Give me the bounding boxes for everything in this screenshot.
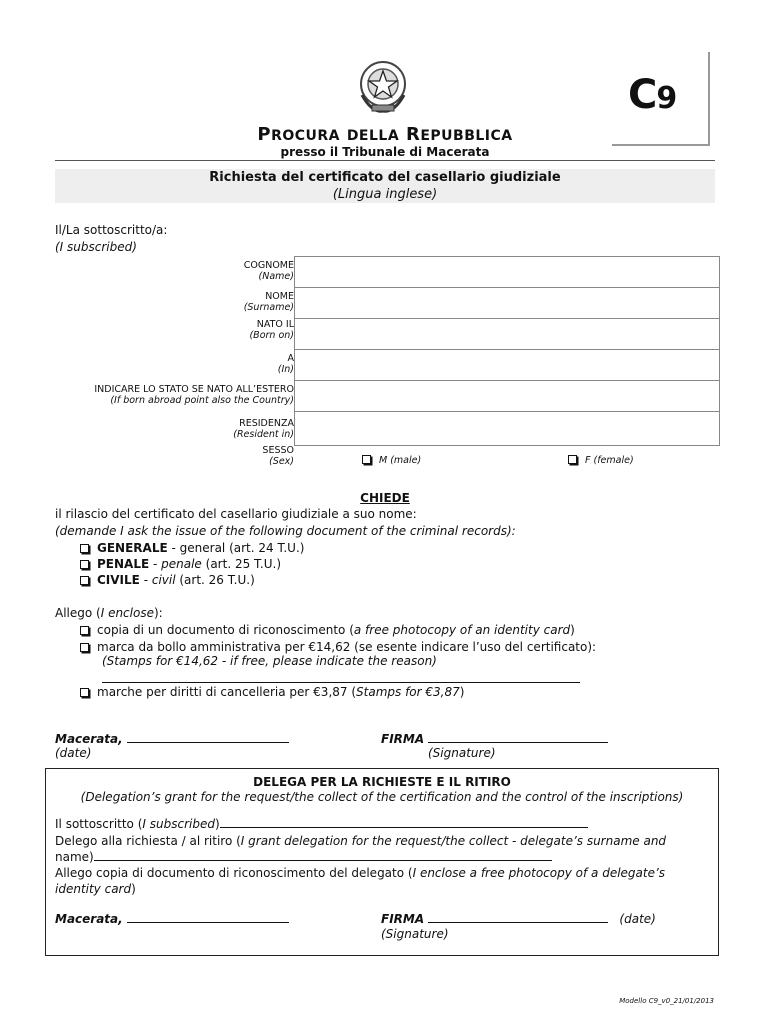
procura-title: PROCURA DELLA REPUBBLICA	[257, 124, 513, 145]
field-label-nome: NOME (Surname)	[243, 291, 294, 313]
chiede-line: il rilascio del certificato del casellario giudiziale a suo nome:	[55, 507, 417, 521]
italian-emblem-icon	[352, 55, 414, 117]
delega-subscribed: Il sottoscritto (I subscribed)	[55, 817, 588, 831]
allego-item-stamp-en: (Stamps for €14,62 - if free, please indicate the reason)	[102, 654, 437, 668]
sex-male-option[interactable]: M (male)	[362, 455, 421, 466]
allego-item-stamp[interactable]: marca da bollo amministrativa per €14,62 (se esente indicare l’uso del certificato):	[80, 640, 596, 654]
subscriber-label-en: (I subscribed)	[55, 240, 137, 254]
firma-line[interactable]	[428, 742, 608, 743]
tribunale-subtitle: presso il Tribunale di Macerata	[280, 145, 490, 159]
date-caption: (date)	[55, 746, 92, 760]
request-title: Richiesta del certificato del casellario giudiziale	[209, 170, 561, 185]
checkbox-fees[interactable]	[80, 688, 89, 697]
checkbox-penale[interactable]	[80, 560, 89, 569]
delega-title: DELEGA PER LA RICHIESTE E IL RITIRO	[253, 775, 511, 789]
delega-firma: FIRMA (date)	[381, 912, 656, 926]
nome-field[interactable]	[295, 288, 719, 319]
delega-subscribed-line[interactable]	[220, 827, 588, 828]
delega-enclose: Allego copia di documento di riconoscimento del delegato (I enclose a free photocopy of a delegate’s	[55, 866, 666, 880]
cognome-field[interactable]	[295, 257, 719, 288]
chiede-heading: CHIEDE	[360, 491, 410, 505]
delega-place-date: Macerata,	[55, 912, 289, 926]
firma-field: FIRMA	[381, 732, 608, 746]
request-subtitle: (Lingua inglese)	[332, 187, 438, 202]
place-date-field: Macerata,	[55, 732, 289, 746]
field-label-cognome: COGNOME (Name)	[243, 260, 294, 282]
checkbox-civile[interactable]	[80, 576, 89, 585]
stato-field[interactable]	[295, 381, 719, 412]
delega-enclose-cont: identity card)	[55, 882, 136, 896]
subscriber-fields-grid	[294, 256, 720, 446]
allego-item-fees[interactable]: marche per diritti di cancelleria per €3,87 (Stamps for €3,87)	[80, 685, 464, 699]
header-divider	[55, 160, 715, 161]
nato-il-field[interactable]	[295, 319, 719, 350]
luogo-field[interactable]	[295, 350, 719, 381]
sex-female-option[interactable]: F (female)	[568, 455, 634, 466]
checkbox-male[interactable]	[362, 455, 371, 464]
subscriber-label: Il/La sottoscritto/a:	[55, 223, 168, 237]
delega-name-line[interactable]	[94, 860, 552, 861]
stamp-reason-line[interactable]	[102, 682, 580, 683]
field-label-sesso: SESSO (Sex)	[262, 445, 294, 467]
field-label-a: A (In)	[277, 353, 294, 375]
option-generale[interactable]: GENERALE - general (art. 24 T.U.)	[80, 541, 304, 555]
form-code: C9	[628, 72, 677, 118]
checkbox-generale[interactable]	[80, 544, 89, 553]
option-penale[interactable]: PENALE - penale (art. 25 T.U.)	[80, 557, 281, 571]
field-label-residenza: RESIDENZA (Resident in)	[233, 418, 294, 440]
delega-subtitle: (Delegation’s grant for the request/the collect of the certification and the control of the inscriptions)	[80, 790, 684, 804]
delega-firma-line[interactable]	[428, 922, 608, 923]
allego-label: Allego (I enclose):	[55, 606, 163, 620]
checkbox-female[interactable]	[568, 455, 577, 464]
signature-caption: (Signature)	[428, 746, 496, 760]
residenza-field[interactable]	[295, 412, 719, 443]
delega-date-line[interactable]	[127, 922, 289, 923]
checkbox-id-card[interactable]	[80, 626, 89, 635]
checkbox-stamp[interactable]	[80, 643, 89, 652]
delega-name: name)	[55, 850, 552, 864]
field-label-stato: INDICARE LO STATO SE NATO ALL’ESTERO (If born abroad point also the Country)	[94, 384, 294, 406]
form-version-footer: Modello C9_v0_21/01/2013	[619, 997, 714, 1005]
option-civile[interactable]: CIVILE - civil (art. 26 T.U.)	[80, 573, 255, 587]
delega-grant: Delego alla richiesta / al ritiro (I grant delegation for the request/the collect - delegate’s surname and	[55, 834, 667, 848]
date-line[interactable]	[127, 742, 289, 743]
chiede-line-en: (demande I ask the issue of the following document of the criminal records):	[55, 524, 516, 538]
field-label-nato-il: NATO IL (Born on)	[249, 319, 294, 341]
allego-item-id-card[interactable]: copia di un documento di riconoscimento (a free photocopy of an identity card)	[80, 623, 575, 637]
delega-signature-caption: (Signature)	[381, 927, 449, 941]
